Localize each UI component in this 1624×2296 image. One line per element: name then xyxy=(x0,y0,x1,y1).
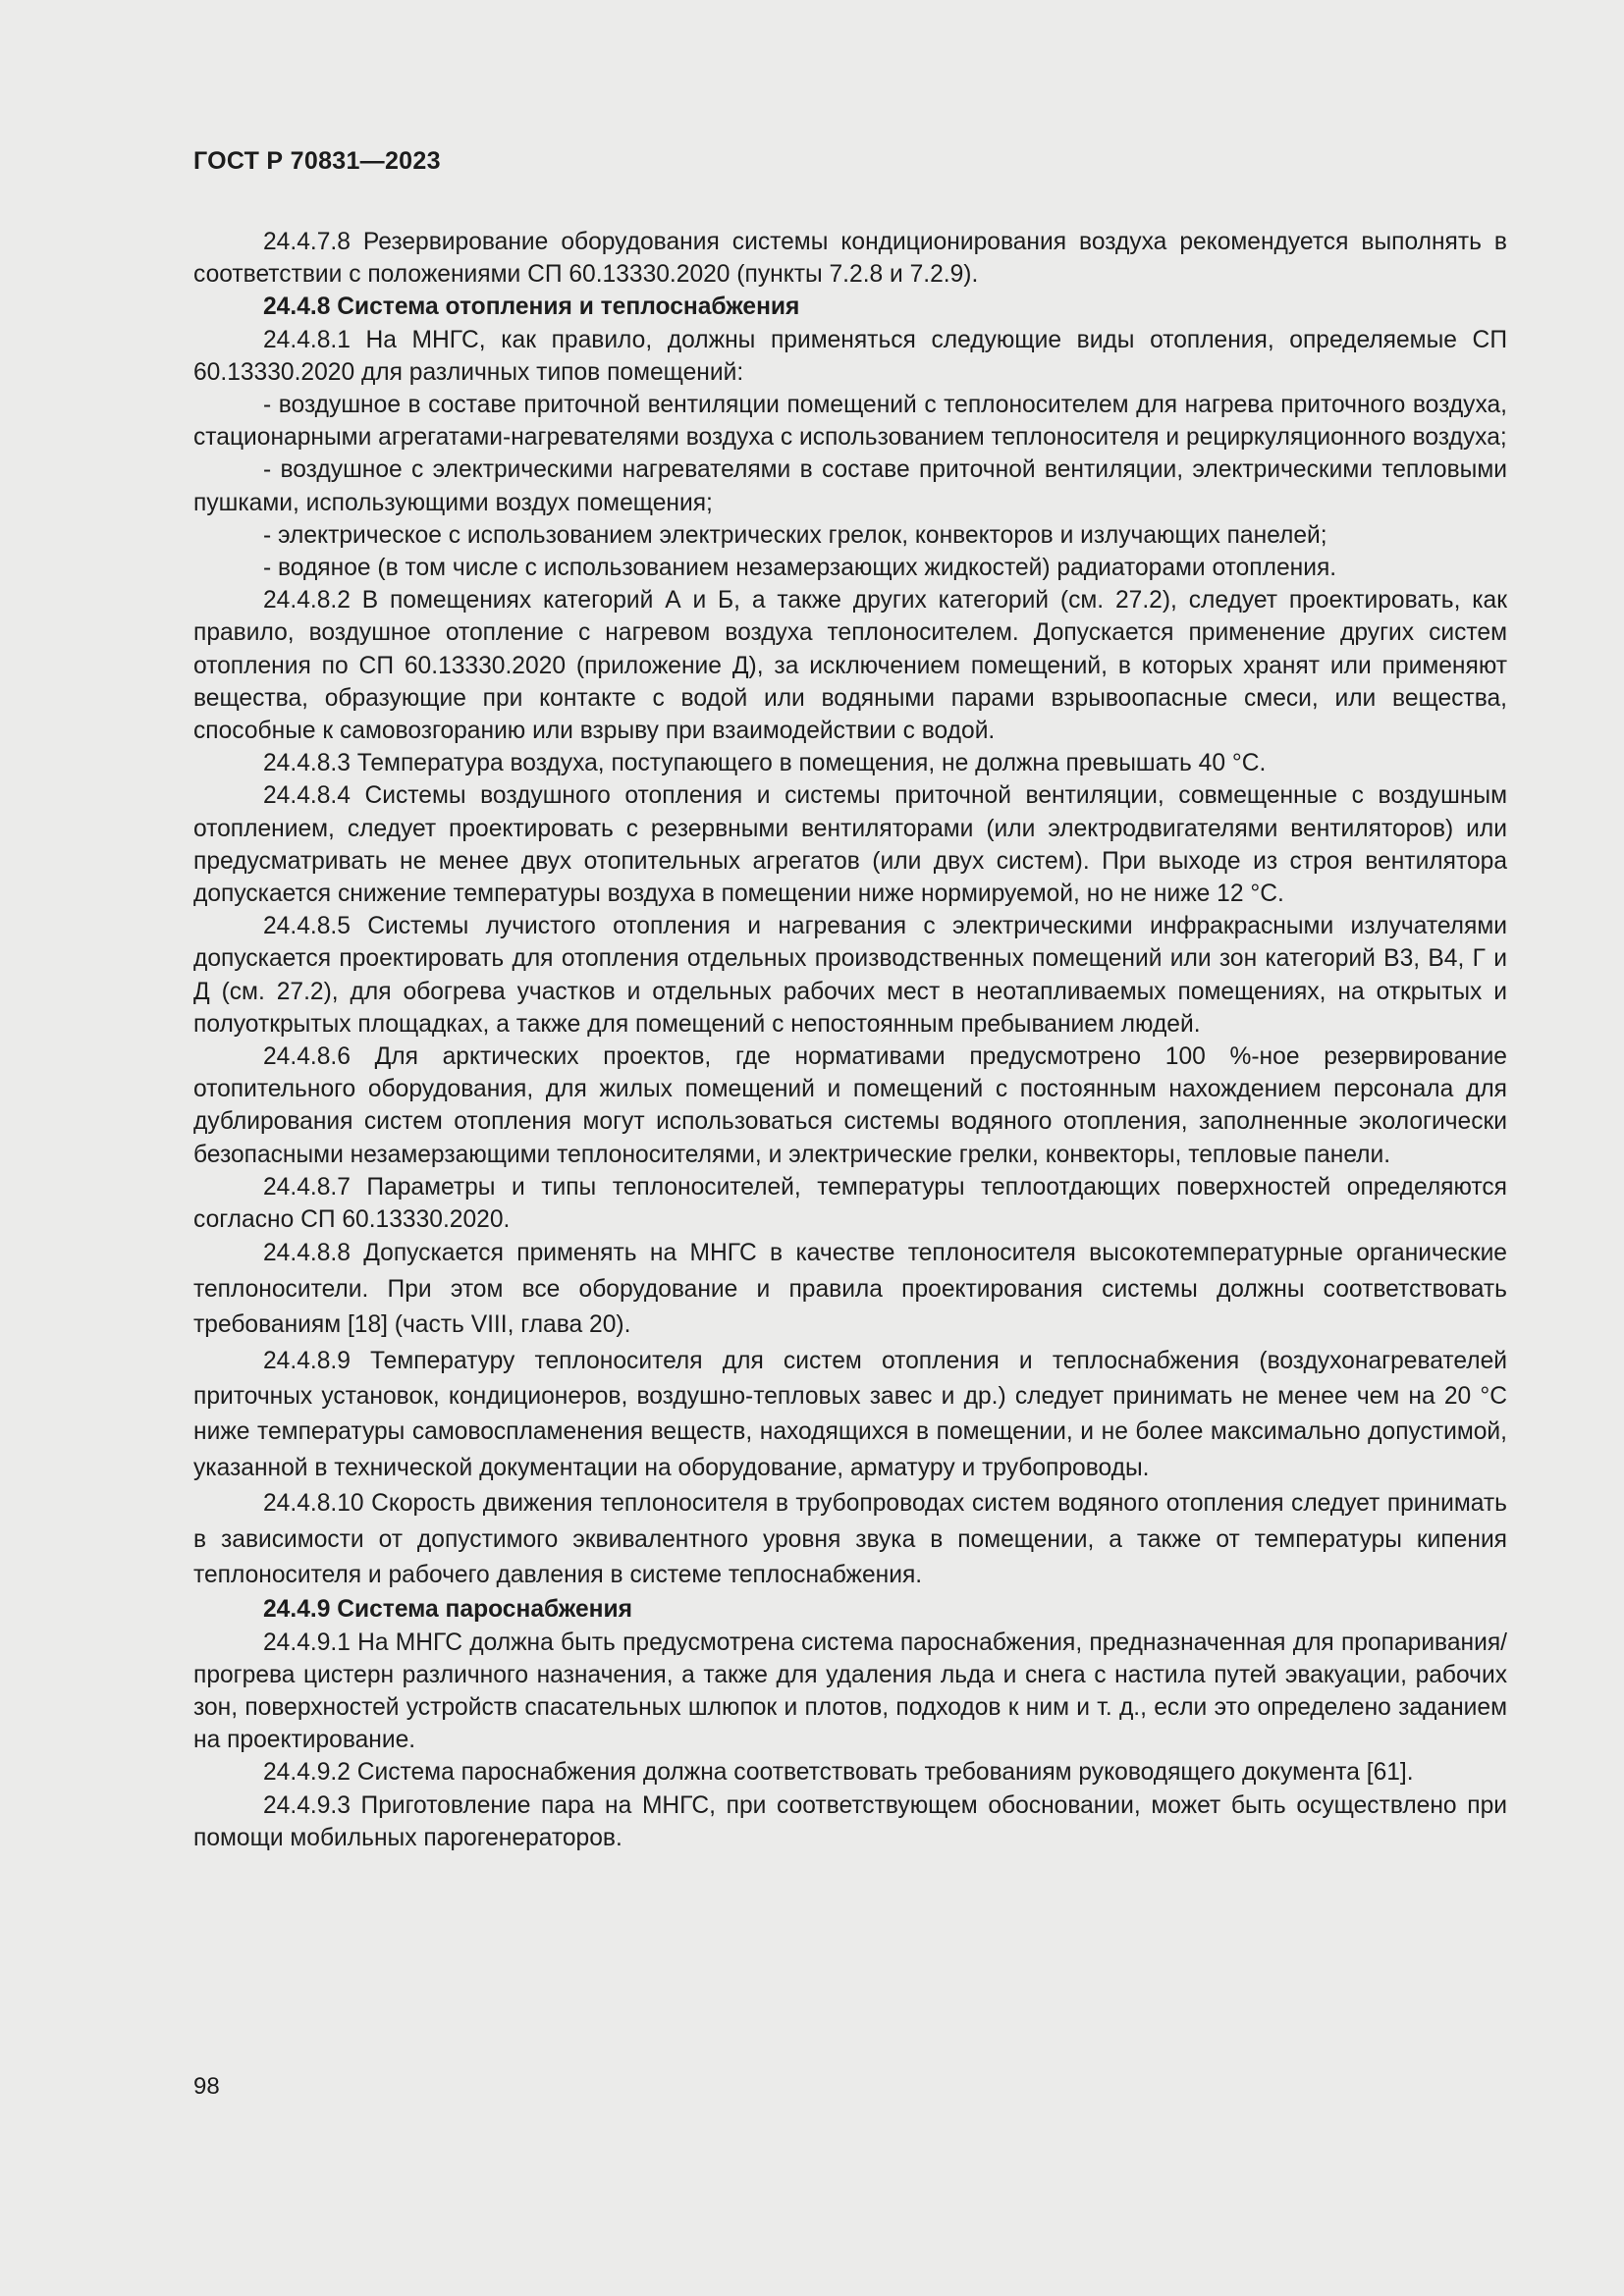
document-code-header: ГОСТ Р 70831—2023 xyxy=(193,147,441,175)
clause-24-4-8-7: 24.4.8.7 Параметры и типы теплоносителей, температуры теплоотдающих поверхностей определяются согласно СП 60.13330.2020. xyxy=(193,1173,1507,1234)
list-item-water-heating: - водяное (в том числе с использованием незамерзающих жидкостей) радиаторами отопления. xyxy=(263,555,1337,582)
list-item-air-heating: - воздушное в составе приточной вентиляции помещений с теплоносителем для нагрева приточного воздуха, стационарными агрегатами-нагревателями воздуха с использованием теплоносителя и рециркуляционного воздуха; xyxy=(193,392,1507,452)
clause-24-4-8-3: 24.4.8.3 Температура воздуха, поступающего в помещения, не должна превышать 40 °С. xyxy=(263,750,1267,777)
clause-24-4-8-2: 24.4.8.2 В помещениях категорий А и Б, а также других категорий (см. 27.2), следует проектировать, как правило, воздушное отопление с нагревом воздуха теплоносителем. Допускается применение других систем отопления по СП 60.13330.2020 (приложение Д), за исключением помещений, в которых хранят или применяют вещества, образующие при контакте с водой или водяными парами взрывоопасные смеси, или вещества, способные к самовозгоранию или взрыву при взаимодействии с водой. xyxy=(193,587,1507,745)
clause-24-4-8-9: 24.4.8.9 Температуру теплоносителя для систем отопления и теплоснабжения (воздухонагревателей приточных установок, кондиционеров, воздушно-тепловых завес и др.) следует принимать не менее чем на 20 °С ниже температуры самовоспламенения веществ, находящихся в помещении, и не более максимально допустимой, указанной в технической документации на оборудование, арматуру и трубопроводы. xyxy=(193,1347,1507,1481)
clause-24-4-8-5: 24.4.8.5 Системы лучистого отопления и нагревания с электрическими инфракрасными излучателями допускается проектировать для отопления отдельных производственных помещений или зон категорий В3, В4, Г и Д (см. 27.2), для обогрева участков и отдельных рабочих мест в неотапливаемых помещениях, на открытых и полуоткрытых площадках, а также для помещений с непостоянным пребыванием людей. xyxy=(193,913,1507,1038)
clause-24-4-8-1: 24.4.8.1 На МНГС, как правило, должны применяться следующие виды отопления, определяемые СП 60.13330.2020 для различных типов помещений: xyxy=(193,326,1507,386)
document-page xyxy=(193,0,1507,2296)
page-number: 98 xyxy=(193,2073,220,2100)
clause-24-4-7-8: 24.4.7.8 Резервирование оборудования системы кондиционирования воздуха рекомендуется выполнять в соответствии с положениями СП 60.13330.2020 (пункты 7.2.8 и 7.2.9). xyxy=(193,229,1507,289)
clause-24-4-9-3: 24.4.9.3 Приготовление пара на МНГС, при соответствующем обосновании, может быть осуществлено при помощи мобильных парогенераторов. xyxy=(193,1791,1507,1851)
section-heading-heating: 24.4.8 Система отопления и теплоснабжения xyxy=(263,294,800,321)
clause-24-4-8-6: 24.4.8.6 Для арктических проектов, где нормативами предусмотрено 100 %-ное резервирование отопительного оборудования, для жилых помещений и помещений с постоянным нахождением персонала для дублирования систем отопления могут использоваться системы водяного отопления, заполненные экологически безопасными незамерзающими теплоносителями, и электрические грелки, конвекторы, тепловые панели. xyxy=(193,1043,1507,1168)
clause-24-4-8-4: 24.4.8.4 Системы воздушного отопления и системы приточной вентиляции, совмещенные с воздушным отоплением, следует проектировать с резервными вентиляторами (или электродвигателями вентиляторов) или предусматривать не менее двух отопительных агрегатов (или двух систем). При выходе из строя вентилятора допускается снижение температуры воздуха в помещении ниже нормируемой, но не ниже 12 °С. xyxy=(193,782,1507,908)
clause-24-4-9-1: 24.4.9.1 На МНГС должна быть предусмотрена система пароснабжения, предназначенная для пропаривания/прогрева цистерн различного назначения, а также для удаления льда и снега с настила путей эвакуации, рабочих зон, поверхностей устройств спасательных шлюпок и плотов, подходов к ним и т. д., если это определено заданием на проектирование. xyxy=(193,1629,1507,1754)
section-heading-steam: 24.4.9 Система пароснабжения xyxy=(263,1596,632,1624)
clause-24-4-8-8: 24.4.8.8 Допускается применять на МНГС в качестве теплоносителя высокотемпературные органические теплоносители. При этом все оборудование и правила проектирования системы должны соответствовать требованиям [18] (часть VIII, глава 20). xyxy=(193,1240,1507,1339)
clause-24-4-9-2: 24.4.9.2 Система пароснабжения должна соответствовать требованиям руководящего документа [61]. xyxy=(263,1759,1414,1787)
list-item-electric-heating: - электрическое с использованием электрических грелок, конвекторов и излучающих панелей; xyxy=(263,521,1327,549)
list-item-electric-air-heating: - воздушное с электрическими нагревателями в составе приточной вентиляции, электрическими тепловыми пушками, использующими воздух помещения; xyxy=(193,456,1507,516)
document-body xyxy=(193,226,1507,1854)
clause-24-4-8-10: 24.4.8.10 Скорость движения теплоносителя в трубопроводах систем водяного отопления следует принимать в зависимости от допустимого эквивалентного уровня звука в помещении, а также от температуры кипения теплоносителя и рабочего давления в системе теплоснабжения. xyxy=(193,1490,1507,1588)
